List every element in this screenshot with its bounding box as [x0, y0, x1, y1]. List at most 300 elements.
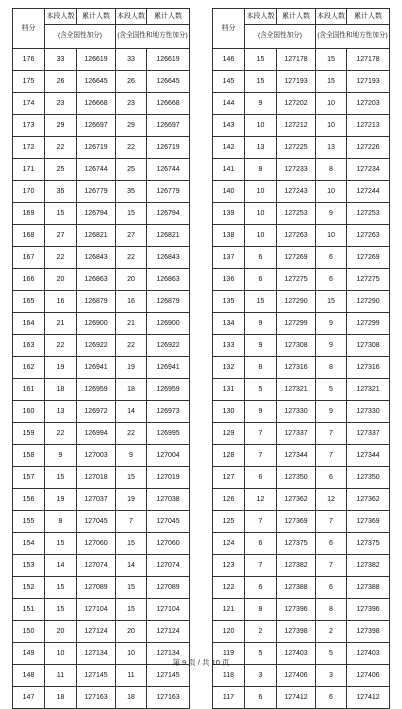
segment-count-cell-with-local: 9	[316, 203, 347, 225]
cumulative-count-cell: 127350	[277, 467, 316, 489]
segment-count-cell-with-local: 10	[316, 181, 347, 203]
cumulative-count-cell-with-local: 127089	[147, 577, 190, 599]
cumulative-count-cell: 127375	[277, 533, 316, 555]
cumulative-count-cell: 127316	[277, 357, 316, 379]
cumulative-count-cell-with-local: 126973	[147, 401, 190, 423]
score-cell: 162	[13, 357, 45, 379]
table-row	[213, 335, 390, 357]
score-cell: 119	[213, 643, 245, 665]
table-row	[13, 159, 190, 181]
table-row	[13, 445, 190, 467]
segment-count-cell: 6	[245, 533, 277, 555]
segment-count-cell-with-local: 8	[316, 599, 347, 621]
score-cell: 141	[213, 159, 245, 181]
cumulative-count-cell-with-local: 127375	[347, 533, 390, 555]
score-cell: 129	[213, 423, 245, 445]
segment-count-cell: 15	[245, 71, 277, 93]
table-row	[13, 247, 190, 269]
cumulative-count-cell: 126619	[77, 49, 116, 71]
segment-count-cell: 7	[245, 555, 277, 577]
cumulative-count-cell-with-local: 127398	[347, 621, 390, 643]
cumulative-count-cell: 127412	[277, 687, 316, 709]
score-cell: 165	[13, 291, 45, 313]
segment-count-cell: 3	[245, 665, 277, 687]
segment-count-cell: 6	[245, 577, 277, 599]
segment-count-cell-with-local: 22	[116, 247, 147, 269]
segment-count-cell: 15	[45, 577, 77, 599]
score-cell: 159	[13, 423, 45, 445]
cumulative-count-cell-with-local: 127019	[147, 467, 190, 489]
page-number: 第 9 页 / 共 10 页	[172, 658, 230, 667]
table-row	[213, 159, 390, 181]
cumulative-count-cell: 127060	[77, 533, 116, 555]
segment-count-cell: 22	[45, 335, 77, 357]
table-row	[13, 335, 190, 357]
table-row	[13, 137, 190, 159]
segment-count-cell: 22	[45, 423, 77, 445]
segment-count-cell: 6	[245, 467, 277, 489]
segment-count-cell: 15	[45, 533, 77, 555]
cumulative-count-cell-with-local: 127362	[347, 489, 390, 511]
segment-count-cell-with-local: 15	[116, 467, 147, 489]
segment-count-cell: 9	[245, 93, 277, 115]
segment-count-cell: 10	[245, 181, 277, 203]
score-cell: 161	[13, 379, 45, 401]
cumulative-count-cell-with-local: 127290	[347, 291, 390, 313]
cumulative-count-cell: 127212	[277, 115, 316, 137]
cumulative-count-cell-with-local: 127406	[347, 665, 390, 687]
score-cell: 152	[13, 577, 45, 599]
segment-count-cell-with-local: 7	[316, 555, 347, 577]
score-cell: 140	[213, 181, 245, 203]
table-row	[213, 247, 390, 269]
cumulative-count-cell: 127337	[277, 423, 316, 445]
segment-count-cell-with-local: 9	[316, 313, 347, 335]
segment-count-cell: 33	[45, 49, 77, 71]
table-row	[13, 93, 190, 115]
cumulative-count-cell-with-local: 126941	[147, 357, 190, 379]
table-row	[213, 181, 390, 203]
cumulative-count-cell: 126645	[77, 71, 116, 93]
segment-count-cell: 11	[45, 665, 77, 687]
segment-count-cell-with-local: 5	[316, 643, 347, 665]
score-cell: 149	[13, 643, 45, 665]
table-row	[13, 577, 190, 599]
cumulative-count-cell: 127299	[277, 313, 316, 335]
cumulative-count-cell-with-local: 126668	[147, 93, 190, 115]
segment-count-cell: 6	[245, 269, 277, 291]
score-cell: 148	[13, 665, 45, 687]
cumulative-count-cell: 127269	[277, 247, 316, 269]
score-cell: 133	[213, 335, 245, 357]
score-cell: 147	[13, 687, 45, 709]
segment-count-cell-with-local: 23	[116, 93, 147, 115]
score-cell: 125	[213, 511, 245, 533]
score-cell: 135	[213, 291, 245, 313]
segment-count-cell: 9	[245, 313, 277, 335]
score-cell: 175	[13, 71, 45, 93]
cumulative-count-cell-with-local: 127275	[347, 269, 390, 291]
note-national-local-bonus: (含全国性和地方性加分)	[316, 25, 390, 49]
score-header: 档分	[13, 9, 45, 49]
segment-count-cell: 6	[245, 687, 277, 709]
segment-count-cell: 8	[45, 511, 77, 533]
segment-count-cell: 14	[45, 555, 77, 577]
cumulative-count-cell-with-local: 127321	[347, 379, 390, 401]
segment-count-cell-with-local: 15	[316, 49, 347, 71]
cumulative-count-cell-with-local: 126719	[147, 137, 190, 159]
score-cell: 157	[13, 467, 45, 489]
score-cell: 154	[13, 533, 45, 555]
cumulative-count-cell: 126794	[77, 203, 116, 225]
cumulative-count-cell: 127134	[77, 643, 116, 665]
segment-count-cell: 8	[245, 159, 277, 181]
segment-count-cell-with-local: 21	[116, 313, 147, 335]
segment-count-cell-with-local: 11	[116, 665, 147, 687]
table-row	[13, 225, 190, 247]
cumulative-count-cell: 126821	[77, 225, 116, 247]
cumulative-count-cell-with-local: 127388	[347, 577, 390, 599]
table-row	[13, 599, 190, 621]
cumulative-count-cell: 126900	[77, 313, 116, 335]
segment-count-cell: 15	[245, 49, 277, 71]
segment-count-cell-with-local: 15	[116, 533, 147, 555]
cumulative-count-cell-with-local: 127038	[147, 489, 190, 511]
cumulative-count-cell-with-local: 127178	[347, 49, 390, 71]
cumulative-count-cell: 127003	[77, 445, 116, 467]
segment-count-cell-with-local: 10	[316, 93, 347, 115]
cumulative-count-cell: 126972	[77, 401, 116, 423]
segment-count-cell-with-local: 6	[316, 687, 347, 709]
cumulative-count-cell: 127330	[277, 401, 316, 423]
segment-count-cell: 19	[45, 357, 77, 379]
cumulative-count-header: 累计人数	[347, 9, 390, 25]
cumulative-count-cell-with-local: 127403	[347, 643, 390, 665]
score-cell: 131	[213, 379, 245, 401]
cumulative-count-cell: 127225	[277, 137, 316, 159]
table-row	[13, 71, 190, 93]
cumulative-count-cell-with-local: 127213	[347, 115, 390, 137]
cumulative-count-cell-with-local: 127234	[347, 159, 390, 181]
segment-count-cell: 10	[45, 643, 77, 665]
cumulative-count-cell-with-local: 127145	[147, 665, 190, 687]
segment-count-cell-with-local: 6	[316, 269, 347, 291]
segment-count-cell-with-local: 6	[316, 247, 347, 269]
cumulative-count-cell-with-local: 127163	[147, 687, 190, 709]
segment-count-cell: 23	[45, 93, 77, 115]
table-row	[13, 467, 190, 489]
table-row	[213, 313, 390, 335]
cumulative-count-cell-with-local: 126645	[147, 71, 190, 93]
segment-count-cell-with-local: 15	[316, 291, 347, 313]
score-cell: 168	[13, 225, 45, 247]
segment-count-cell-with-local: 5	[316, 379, 347, 401]
cumulative-count-cell: 127290	[277, 291, 316, 313]
cumulative-count-cell: 126668	[77, 93, 116, 115]
segment-count-cell: 18	[45, 687, 77, 709]
table-row	[13, 181, 190, 203]
cumulative-count-cell: 127403	[277, 643, 316, 665]
segment-count-cell-with-local: 9	[316, 335, 347, 357]
table-row	[213, 357, 390, 379]
segment-count-cell-with-local: 18	[116, 687, 147, 709]
score-cell: 150	[13, 621, 45, 643]
cumulative-count-cell-with-local: 127269	[347, 247, 390, 269]
score-cell: 127	[213, 467, 245, 489]
cumulative-count-cell-with-local: 127244	[347, 181, 390, 203]
score-cell: 166	[13, 269, 45, 291]
segment-count-cell-with-local: 6	[316, 577, 347, 599]
cumulative-count-cell: 127308	[277, 335, 316, 357]
segment-count-cell: 8	[245, 357, 277, 379]
segment-count-cell-with-local: 19	[116, 357, 147, 379]
segment-count-cell: 20	[45, 621, 77, 643]
segment-count-cell: 5	[245, 643, 277, 665]
score-cell: 174	[13, 93, 45, 115]
cumulative-count-cell: 127074	[77, 555, 116, 577]
cumulative-count-cell: 127089	[77, 577, 116, 599]
cumulative-count-header: 累计人数	[277, 9, 316, 25]
score-cell: 158	[13, 445, 45, 467]
cumulative-count-cell-with-local: 126922	[147, 335, 190, 357]
cumulative-count-cell-with-local: 126697	[147, 115, 190, 137]
cumulative-count-cell-with-local: 127337	[347, 423, 390, 445]
cumulative-count-cell: 126779	[77, 181, 116, 203]
table-row	[213, 555, 390, 577]
cumulative-count-cell-with-local: 127193	[347, 71, 390, 93]
cumulative-count-cell-with-local: 127263	[347, 225, 390, 247]
segment-count-cell-with-local: 2	[316, 621, 347, 643]
table-row	[213, 533, 390, 555]
score-cell: 121	[213, 599, 245, 621]
cumulative-count-cell: 127396	[277, 599, 316, 621]
cumulative-count-cell-with-local: 126779	[147, 181, 190, 203]
cumulative-count-cell: 127018	[77, 467, 116, 489]
score-cell: 143	[213, 115, 245, 137]
segment-count-cell: 13	[45, 401, 77, 423]
table-row	[13, 511, 190, 533]
segment-count-cell-with-local: 6	[316, 533, 347, 555]
segment-count-cell: 18	[45, 379, 77, 401]
cumulative-count-cell-with-local: 126619	[147, 49, 190, 71]
cumulative-count-cell: 126719	[77, 137, 116, 159]
score-cell: 176	[13, 49, 45, 71]
score-cell: 172	[13, 137, 45, 159]
score-cell: 126	[213, 489, 245, 511]
score-header: 档分	[213, 9, 245, 49]
score-cell: 124	[213, 533, 245, 555]
cumulative-count-cell: 127037	[77, 489, 116, 511]
score-cell: 134	[213, 313, 245, 335]
score-cell: 122	[213, 577, 245, 599]
segment-count-cell: 15	[45, 467, 77, 489]
segment-count-cell: 2	[245, 621, 277, 643]
segment-count-cell-with-local: 9	[116, 445, 147, 467]
score-cell: 155	[13, 511, 45, 533]
table-row	[213, 687, 390, 709]
segment-count-cell-with-local: 12	[316, 489, 347, 511]
segment-count-cell-with-local: 10	[316, 225, 347, 247]
segment-count-cell-with-local: 15	[116, 577, 147, 599]
segment-count-cell-with-local: 10	[316, 115, 347, 137]
table-row	[213, 423, 390, 445]
score-cell: 132	[213, 357, 245, 379]
table-row	[13, 269, 190, 291]
segment-count-cell-with-local: 22	[116, 423, 147, 445]
segment-count-cell-with-local: 14	[116, 401, 147, 423]
table-row	[213, 599, 390, 621]
segment-count-cell-with-local: 3	[316, 665, 347, 687]
score-cell: 139	[213, 203, 245, 225]
cumulative-count-cell-with-local: 126900	[147, 313, 190, 335]
segment-count-cell-with-local: 10	[116, 643, 147, 665]
cumulative-count-cell: 126863	[77, 269, 116, 291]
cumulative-count-cell: 127388	[277, 577, 316, 599]
segment-count-cell: 16	[45, 291, 77, 313]
segment-count-cell: 5	[245, 379, 277, 401]
cumulative-count-cell-with-local: 127253	[347, 203, 390, 225]
score-cell: 144	[213, 93, 245, 115]
cumulative-count-cell-with-local: 127134	[147, 643, 190, 665]
table-row	[213, 291, 390, 313]
table-row	[13, 555, 190, 577]
cumulative-count-cell-with-local: 127004	[147, 445, 190, 467]
cumulative-count-header: 累计人数	[77, 9, 116, 25]
segment-count-cell: 10	[245, 203, 277, 225]
segment-count-cell: 9	[45, 445, 77, 467]
cumulative-count-cell-with-local: 126995	[147, 423, 190, 445]
table-row	[13, 115, 190, 137]
segment-count-cell-with-local: 13	[316, 137, 347, 159]
segment-count-cell: 15	[45, 599, 77, 621]
cumulative-count-cell: 126959	[77, 379, 116, 401]
segment-count-cell: 7	[245, 423, 277, 445]
cumulative-count-cell-with-local: 127382	[347, 555, 390, 577]
score-cell: 136	[213, 269, 245, 291]
table-row	[13, 401, 190, 423]
segment-count-cell-with-local: 25	[116, 159, 147, 181]
segment-count-cell-with-local: 27	[116, 225, 147, 247]
score-cell: 156	[13, 489, 45, 511]
segment-count-cell-with-local: 20	[116, 621, 147, 643]
cumulative-count-cell: 127193	[277, 71, 316, 93]
score-cell: 146	[213, 49, 245, 71]
table-row	[13, 291, 190, 313]
segment-count-cell: 22	[45, 137, 77, 159]
cumulative-count-cell: 127163	[77, 687, 116, 709]
segment-count-cell: 10	[245, 225, 277, 247]
segment-count-cell: 8	[245, 599, 277, 621]
cumulative-count-cell-with-local: 126794	[147, 203, 190, 225]
cumulative-count-cell-with-local: 126863	[147, 269, 190, 291]
table-row	[13, 203, 190, 225]
cumulative-count-cell: 127382	[277, 555, 316, 577]
cumulative-count-cell-with-local: 127330	[347, 401, 390, 423]
segment-count-cell: 7	[245, 445, 277, 467]
cumulative-count-cell-with-local: 127203	[347, 93, 390, 115]
segment-count-cell-with-local: 15	[116, 599, 147, 621]
segment-count-cell-with-local: 7	[316, 445, 347, 467]
table-row	[213, 467, 390, 489]
segment-count-cell: 9	[245, 401, 277, 423]
table-row	[213, 269, 390, 291]
score-cell: 145	[213, 71, 245, 93]
segment-count-cell-with-local: 33	[116, 49, 147, 71]
segment-count-cell-with-local: 7	[316, 423, 347, 445]
cumulative-count-cell-with-local: 127226	[347, 137, 390, 159]
segment-count-cell-with-local: 22	[116, 335, 147, 357]
cumulative-count-cell: 127104	[77, 599, 116, 621]
table-row	[213, 93, 390, 115]
table-row	[13, 379, 190, 401]
cumulative-count-cell-with-local: 127396	[347, 599, 390, 621]
cumulative-count-header: 累计人数	[147, 9, 190, 25]
cumulative-count-cell-with-local: 126843	[147, 247, 190, 269]
cumulative-count-cell-with-local: 127074	[147, 555, 190, 577]
segment-count-cell-with-local: 15	[316, 71, 347, 93]
segment-count-cell: 6	[245, 247, 277, 269]
table-row	[13, 687, 190, 709]
segment-count-header: 本段人数	[45, 9, 77, 25]
segment-count-cell-with-local: 8	[316, 159, 347, 181]
score-cell: 118	[213, 665, 245, 687]
cumulative-count-cell: 126744	[77, 159, 116, 181]
table-row	[213, 115, 390, 137]
segment-count-cell-with-local: 35	[116, 181, 147, 203]
note-national-bonus: (含全国性加分)	[245, 25, 316, 49]
score-cell: 128	[213, 445, 245, 467]
cumulative-count-cell-with-local: 126821	[147, 225, 190, 247]
cumulative-count-cell: 126994	[77, 423, 116, 445]
segment-count-cell: 9	[245, 335, 277, 357]
score-cell: 153	[13, 555, 45, 577]
segment-count-cell-with-local: 7	[316, 511, 347, 533]
table-row	[13, 489, 190, 511]
table-row	[213, 577, 390, 599]
table-row	[213, 49, 390, 71]
segment-count-header: 本段人数	[316, 9, 347, 25]
table-row	[213, 203, 390, 225]
segment-count-cell: 27	[45, 225, 77, 247]
segment-count-cell: 29	[45, 115, 77, 137]
segment-count-cell-with-local: 7	[116, 511, 147, 533]
cumulative-count-cell: 126922	[77, 335, 116, 357]
segment-count-cell-with-local: 15	[116, 203, 147, 225]
cumulative-count-cell: 127124	[77, 621, 116, 643]
segment-count-cell: 12	[245, 489, 277, 511]
cumulative-count-cell: 127243	[277, 181, 316, 203]
score-cell: 151	[13, 599, 45, 621]
segment-count-cell: 20	[45, 269, 77, 291]
cumulative-count-cell: 127178	[277, 49, 316, 71]
segment-count-cell: 19	[45, 489, 77, 511]
segment-count-cell-with-local: 22	[116, 137, 147, 159]
cumulative-count-cell-with-local: 127412	[347, 687, 390, 709]
cumulative-count-cell: 127344	[277, 445, 316, 467]
score-cell: 123	[213, 555, 245, 577]
table-row	[213, 621, 390, 643]
cumulative-count-cell: 126697	[77, 115, 116, 137]
cumulative-count-cell-with-local: 126879	[147, 291, 190, 313]
cumulative-count-cell: 126879	[77, 291, 116, 313]
segment-count-cell: 25	[45, 159, 77, 181]
cumulative-count-cell: 127369	[277, 511, 316, 533]
score-cell: 167	[13, 247, 45, 269]
cumulative-count-cell: 127263	[277, 225, 316, 247]
score-cell: 164	[13, 313, 45, 335]
score-cell: 142	[213, 137, 245, 159]
score-cell: 171	[13, 159, 45, 181]
